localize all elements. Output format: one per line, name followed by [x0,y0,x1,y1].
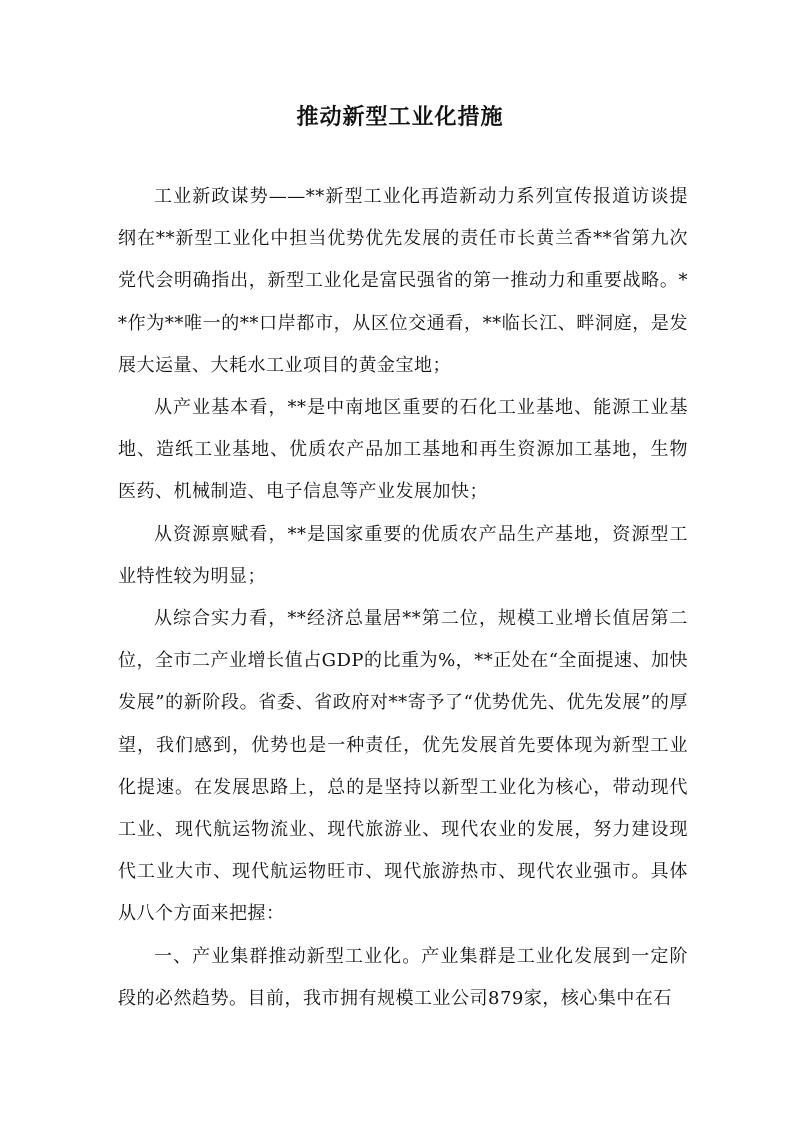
document-body [118,176,688,1020]
paragraph-industrial-cluster: 一、产业集群推动新型工业化。产业集群是工业化发展到一定阶段的必然趋势。目前，我市拥有规模工业公司879家，核心集中在石 [118,945,688,1009]
paragraph-industry-base: 从产业基本看，**是中南地区重要的石化工业基地、能源工业基地、造纸工业基地、优质农产品加工基地和再生资源加工基地，生物医药、机械制造、电子信息等产业发展加快； [118,397,688,503]
paragraph-strength: 从综合实力看，**经济总量居**第二位，规模工业增长值居第二位，全市二产业增长值占GDP的比重为%，**正处在“全面提速、加快发展”的新阶段。省委、省政府对**寄予了“优势优先、优先发展”的厚望，我们感到，优势也是一种责任，优先发展首先要体现为新型工业化提速。在发展思路上，总的是坚持以新型工业化为核心，带动现代工业、现代航运物流业、现代旅游业、现代农业的发展，努力建设现代工业大市、现代航运物旺市、现代旅游热市、现代农业强市。具体从八个方面来把握： [118,608,688,925]
document-title: 推动新型工业化措施 [296,104,504,130]
paragraph-resources: 从资源禀赋看，**是国家重要的优质农产品生产基地，资源型工业特性较为明显； [118,523,688,587]
paragraph-intro: 工业新政谋势——**新型工业化再造新动力系列宣传报道访谈提纲在**新型工业化中担当优势优先发展的责任市长黄兰香**省第九次党代会明确指出，新型工业化是富民强省的第一推动力和重要战略。**作为**唯一的**口岸都市，从区位交通看，**临长江、畔洞庭，是发展大运量、大耗水工业项目的黄金宝地； [118,186,688,376]
